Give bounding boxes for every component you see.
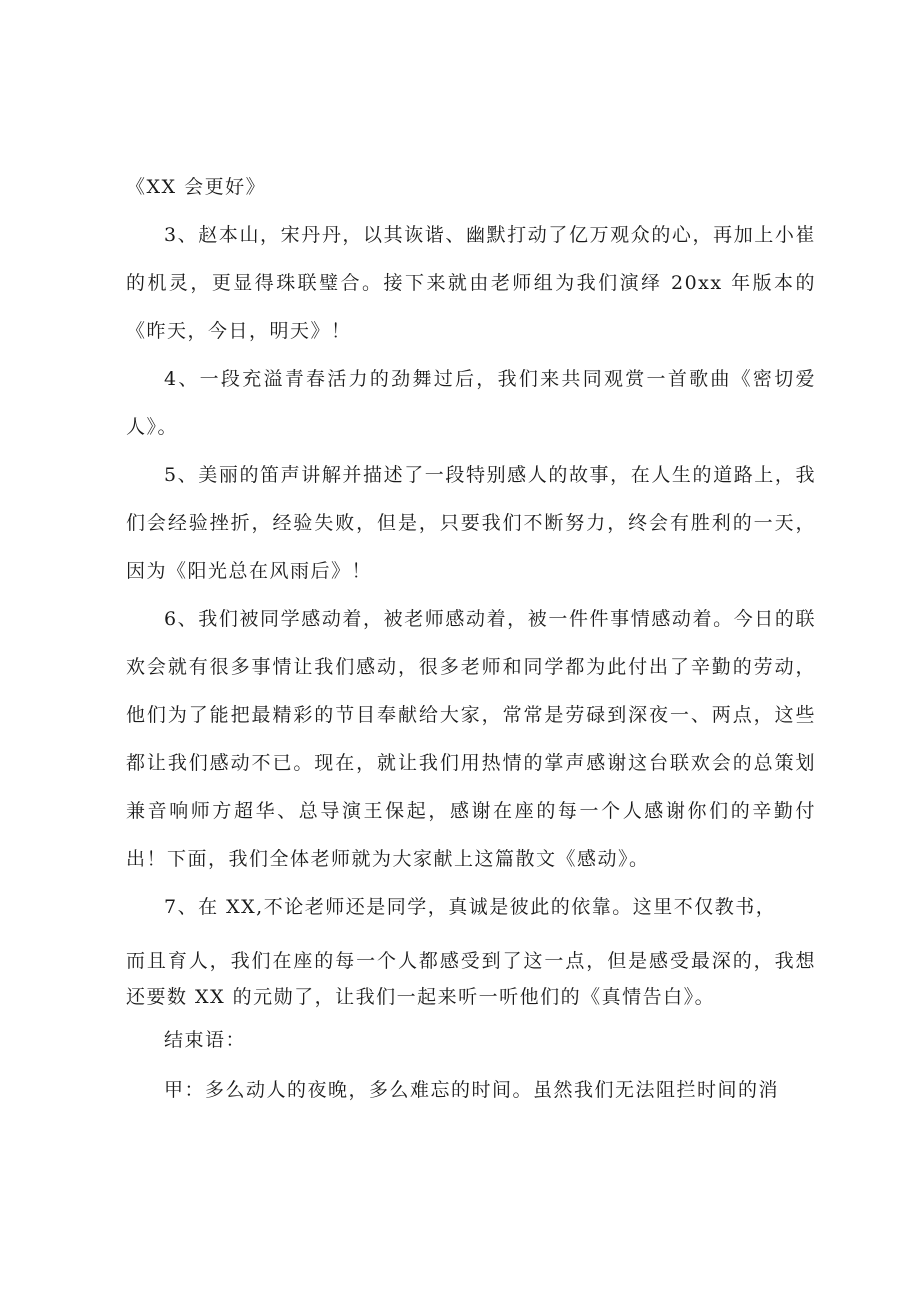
closing-heading: 结束语： xyxy=(164,1029,247,1051)
paragraph-item-7: 7、在 XX,不论老师还是同学，真诚是彼此的依靠。这里不仅教书， xyxy=(164,896,777,918)
closing-line-jia: 甲：多么动人的夜晚，多么难忘的时间。虽然我们无法阻拦时间的消 xyxy=(164,1079,780,1101)
paragraph-item-7-continued: 而且育人，我们在座的每一个人都感受到了这一点，但是感受最深的，我想还要数 XX 的元勋了，让我们一起来听一听他们的《真情告白》。 xyxy=(126,950,816,1008)
paragraph-item-6: 6、我们被同学感动着，被老师感动着，被一件件事情感动着。今日的联欢会就有很多事情让我们感动，很多老师和同学都为此付出了辛勤的劳动，他们为了能把最精彩的节目奉献给大家，常常是劳碌到深夜一、两点，这些都让我们感动不已。现在，就让我们用热情的掌声感谢这台联欢会的总策划兼音响师方超华、总导演王保起，感谢在座的每一个人感谢你们的辛勤付出！下面，我们全体老师就为大家献上这篇散文《感动》。 xyxy=(126,608,816,870)
paragraph-title-line: 《XX 会更好》 xyxy=(126,176,267,198)
paragraph-item-3: 3、赵本山，宋丹丹，以其诙谐、幽默打动了亿万观众的心，再加上小崔的机灵，更显得珠联璧合。接下来就由老师组为我们演绎 20xx 年版本的《昨天，今日，明天》！ xyxy=(126,224,816,342)
text-block-bottom xyxy=(126,943,816,1015)
text-block-closing xyxy=(126,1015,816,1115)
text-block-top xyxy=(126,163,816,931)
paragraph-item-5: 5、美丽的笛声讲解并描述了一段特别感人的故事，在人生的道路上，我们会经验挫折，经验失败，但是，只要我们不断努力，终会有胜利的一天，因为《阳光总在风雨后》！ xyxy=(126,464,816,582)
paragraph-item-4: 4、一段充溢青春活力的劲舞过后，我们来共同观赏一首歌曲《密切爱人》。 xyxy=(126,368,816,438)
